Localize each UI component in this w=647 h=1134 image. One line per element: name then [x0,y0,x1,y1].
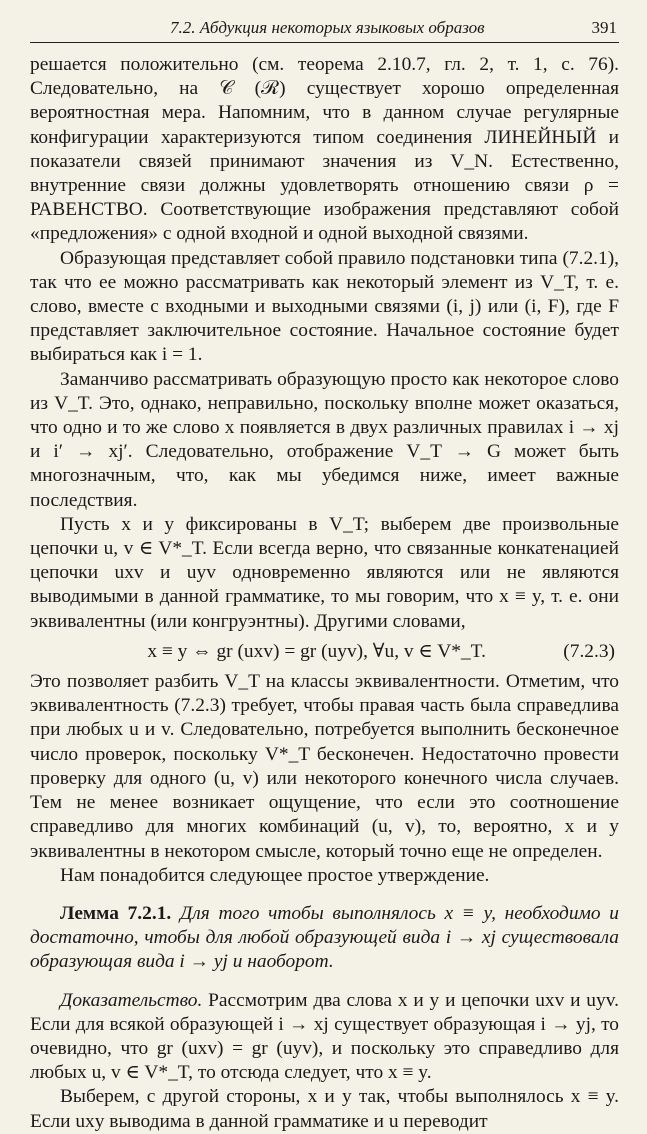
page-number: 391 [591,18,617,37]
proof-text: Рассмотрим два слова x и y и цепочки uxv и uyv. Если для всякой образующей i → xj существует образующая i → yj, то очевидно, что gr (uxv) = gr (uyv), и поскольку это справедливо для любых u, v ∈ V*_T, то отсюда следует, что x ≡ y. [30,989,619,1084]
paragraph: решается положительно (см. теорема 2.10.7, гл. 2, т. 1, с. 76). Следовательно, на 𝒞 (ℛ) существует хорошо определенная вероятностная мера. Напомним, что в данном случае регулярные конфигурации характеризуются типом соединения ЛИНЕЙНЫЙ и показатели связей принимают значения из V_N. Естественно, внутренние связи должны удовлетворять отношению связи ρ = РАВЕНСТВО. Соответствующие изображения представляют собой «предложения» с одной входной и одной выходной связями. [30,54,619,245]
running-header [30,18,619,43]
lemma [30,902,619,975]
page-body [30,53,619,1134]
proof-label: Доказательство. [60,989,203,1011]
equation [30,634,619,670]
lemma-statement: Для того чтобы выполнялось x ≡ y, необходимо и достаточно, чтобы для любой образующей вида i → xj существовала образующая вида i → yj и наоборот. [30,902,619,973]
paragraph: Это позволяет разбить V_T на классы эквивалентности. Отметим, что эквивалентность (7.2.3) требует, чтобы правая часть была справедлива при любых u и v. Следовательно, потребуется выполнить бесконечное число проверок, поскольку V*_T бесконечен. Недостаточно провести проверку для одного (u, v) или некоторого конечного числа случаев. Тем не менее возникает ощущение, что если это соотношение справедливо для многих комбинаций (u, v), то, вероятно, x и y эквивалентны в некотором смысле, который точно еще не определен. [30,671,619,862]
paragraph: Заманчиво рассматривать образующую просто как некоторое слово из V_T. Это, однако, неправильно, поскольку вполне может оказаться, что одно и то же слово x появляется в двух различных правилах i → xj и i′ → xj′. Следовательно, отображение V_T → G может быть многозначным, что, как мы убедимся ниже, имеет важные последствия. [30,368,619,511]
equation-expression: x ≡ y ⇔ gr (uxv) = gr (uyv), ∀u, v ∈ V*_T. [147,640,486,662]
lemma-label: Лемма 7.2.1. [60,902,172,924]
paragraph: Нам понадобится следующее простое утверждение. [60,864,490,886]
paragraph: Пусть x и y фиксированы в V_T; выберем две произвольные цепочки u, v ∈ V*_T. Если всегда верно, что связанные конкатенацией цепочки uxv и uyv одновременно являются или не являются выводимыми в данной грамматике, то мы говорим, что x ≡ y, т. е. они эквивалентны (или конгруэнтны). Другими словами, [30,513,619,632]
equation-label: (7.2.3) [563,640,615,662]
paragraph: Образующая представляет собой правило подстановки типа (7.2.1), так что ее можно рассматривать как некоторый элемент из V_T, т. е. слово, вместе с входными и выходными связями (i, j) или (i, F), где F представляет заключительное состояние. Начальное состояние будет выбираться как i = 1. [30,247,619,366]
proof [30,989,619,1086]
section-title: 7.2. Абдукция некоторых языковых образов [170,18,485,37]
paragraph: Выберем, с другой стороны, x и y так, чтобы выполнялось x ≡ y. Если uxy выводима в данной грамматике и u переводит [30,1086,619,1132]
